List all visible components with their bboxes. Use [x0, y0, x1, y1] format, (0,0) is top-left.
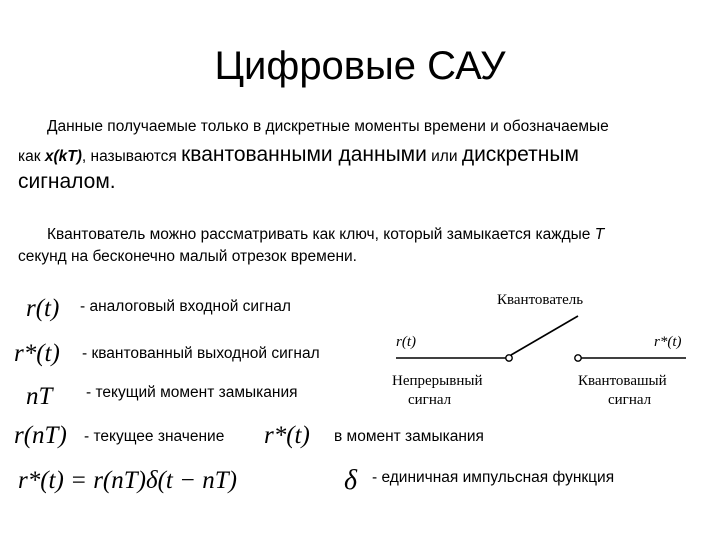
diagram-left-caption-1: Непрерывный: [392, 373, 483, 389]
para2-text: Квантователь можно рассматривать как ключ, который замыкается каждые: [47, 226, 595, 243]
symbol-r-star-t-2: r*(t): [264, 422, 310, 449]
symbol-r-nT: r(nT): [14, 422, 67, 449]
para1-term-quantized: квантованными данными: [181, 143, 427, 166]
para1-text-e: или: [426, 148, 462, 165]
desc-analog-input: - аналоговый входной сигнал: [80, 298, 291, 315]
diagram-input-label: r(t): [396, 334, 416, 350]
desc-current-moment: - текущий момент замыкания: [86, 384, 298, 401]
para1-xkt: x(kT): [44, 148, 82, 165]
diagram-right-caption-1: Квантовашый: [578, 373, 667, 389]
para2-t: T: [594, 226, 605, 243]
switch-left-contact: [506, 355, 512, 361]
desc-delta: - единичная импульсная функция: [372, 469, 615, 486]
switch-blade: [511, 316, 578, 355]
diagram-output-label: r*(t): [654, 334, 682, 350]
para1-text-a: как: [18, 148, 45, 165]
diagram-right-caption-2: сигнал: [608, 392, 652, 408]
para1-text-c: , называются: [81, 148, 182, 165]
symbol-r-t: r(t): [26, 295, 60, 322]
symbol-delta: δ: [344, 465, 358, 496]
para1-line3: сигналом.: [18, 170, 116, 193]
desc-at-closing: в момент замыкания: [334, 428, 484, 445]
formula: r*(t) = r(nT)δ(t − nT): [18, 467, 237, 494]
desc-current-value: - текущее значение: [84, 428, 225, 445]
para2-line2: секунд на бесконечно малый отрезок времени.: [18, 248, 357, 265]
symbol-r-star-t: r*(t): [14, 340, 60, 367]
page-title: Цифровые САУ: [214, 44, 506, 88]
symbol-nT: nT: [26, 383, 53, 410]
diagram-title: Квантователь: [497, 292, 584, 308]
diagram-left-caption-2: сигнал: [408, 392, 452, 408]
para1-term-discrete: дискретным: [461, 143, 579, 166]
switch-right-contact: [575, 355, 581, 361]
para1-line1: Данные получаемые только в дискретные моменты времени и обозначаемые: [47, 118, 609, 135]
desc-quantized-output: - квантованный выходной сигнал: [82, 345, 320, 362]
